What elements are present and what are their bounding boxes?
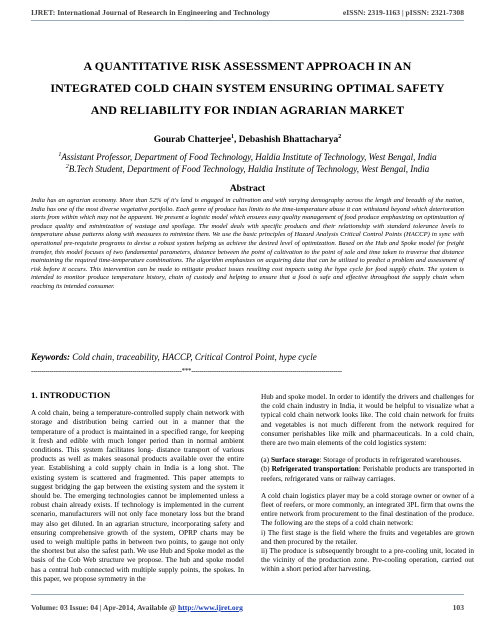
footer-link[interactable]: http://www.ijret.org xyxy=(178,603,243,612)
step-2: ii) The produce is subsequently brought to a pre-cooling unit, located in the vicinity of the production zone. Pre-cooling operation, carried out within a short period after harvesting, xyxy=(261,546,474,574)
paper-title xyxy=(28,55,467,121)
intro-paragraph-3: A cold chain logistics player may be a cold storage owner or owner of a fleet of reefers, or more commonly, an integrated 3PL firm that owns the entire network from procurement to the final destination of the produce. The following are the steps of a cold chain network: xyxy=(261,490,474,528)
footer-rule xyxy=(31,594,464,595)
left-column xyxy=(31,391,244,583)
author-separator: , xyxy=(234,135,239,146)
list-item-surface-storage xyxy=(261,455,474,464)
author-2: Debashish Bhattacharya xyxy=(238,135,339,146)
journal-issn: eISSN: 2319-1163 | pISSN: 2321-7308 xyxy=(342,8,464,17)
abstract-body: India has an agrarian economy. More than 52% of it's land is engaged in cultivation and with varying demography across the length and breadth of the nation, India has one of the most diverse vegetative portfolio. Each genre of produce has limits to the time-temperature abuse it can withstand beyond which deterioration starts from within which may not be apparent. We present a logistic model which ensures easy quality management of food produce emphasizing on optimization of produce quality and minimization of wastage and spoilage. The model deals with specific products and their relationship with standard tolerance levels to temperature abuse patterns along with measures to minimize them. We use the basic principles of Hazard Analysis Critical Control Points (HACCP) in sync with operational pre-requisite programs to devise a robust system helping us achieve the desired level of optimization. Based on the Hub and Spoke model for freight transfer, this model focuses of two fundamental parameters, distance between the point of cultivation to the point of sale and time taken to traverse that distance maintaining the required time-temperature combinations. The algorithm emphasizes on acquiring data that can be utilized to predict a problem and assessment of risk before it occurs. This intervention can be made to mitigate product issues resulting cost impacts using the hype cycle for food supply chain. The system is intended to monitor produce temperature history, chain of custody and helping to ensure that a food is safe and effective throughout the supply chain when reaching its intended consumer. xyxy=(31,197,464,290)
section-divider: -------------------------------------------------------------------------***------------------------------------------------------------------------- xyxy=(31,368,342,375)
section-heading-introduction: 1. INTRODUCTION xyxy=(31,390,111,400)
affiliation-1-text: Assistant Professor, Department of Food Technology, Haldia Institute of Technology, West Bengal, India xyxy=(61,152,437,162)
affiliation-2-text: B.Tech Student, Department of Food Technology, Haldia Institute of Technology, West Bengal, India xyxy=(68,164,430,174)
keywords-text: Cold chain, traceability, HACCP, Critical Control Point, hype cycle xyxy=(70,352,317,362)
affiliation-1-sup: 1 xyxy=(58,152,62,158)
title-line-3: AND RELIABILITY FOR INDIAN AGRARIAN MARKET xyxy=(90,103,405,117)
item-a-text: : Storage of products in refrigerated warehouses. xyxy=(319,455,462,465)
author-2-sup: 2 xyxy=(338,134,342,140)
keywords-label: Keywords: xyxy=(31,352,70,362)
page-footer xyxy=(31,603,464,612)
author-1: Gourab Chatterjee xyxy=(153,135,232,146)
item-b-text: : Perishable products are transported in reefers, refrigerated vans or railway carriages. xyxy=(261,464,474,483)
intro-paragraph-1: A cold chain, being a temperature-controlled supply chain network with storage and distribution being carried out in a manner that the temperature of a product is maintained in a specified range, for keeping it fresh and edible with much longer period than in normal ambient conditions. This system facilitates long- distance transport of various products as well as makes seasonal products available over the entire year. Establishing a cold supply chain in India is a long shot. The existing system is scattered and fragmented. This paper attempts to suggest bridging the gap between the existing system and the system it should be. The emerging technologies cannot be implemented unless a robust chain already exists. If technology is implemented in the current scenario, manufacturers will not only face monetary loss but the brand may also get diluted. In an agrarian structure, incorporating safety and ensuring comprehensive growth of the system, OPRP charts may be used to weigh multiple paths in between two points, to gauge not only the shortest but also the safest path. We use Hub and Spoke model as the basis of the Cob Web structure we propose. The hub and spoke model has a central hub connected with multiple supply points, the spokes. In this paper, we propose symmetry in the xyxy=(31,408,244,583)
journal-header xyxy=(31,8,464,17)
item-b-term: Refrigerated transportation xyxy=(271,464,359,474)
item-a-prefix: (a) xyxy=(261,455,271,465)
page-number: 103 xyxy=(452,603,464,612)
footer-volume-text: Volume: 03 Issue: 04 | Apr-2014, Available @ xyxy=(31,603,179,612)
item-b-prefix: (b) xyxy=(261,464,272,474)
author-1-sup: 1 xyxy=(231,134,235,140)
affiliation-1 xyxy=(0,152,495,162)
journal-name: IJRET: International Journal of Research in Engineering and Technology xyxy=(31,8,270,17)
title-line-2: INTEGRATED COLD CHAIN SYSTEM ENSURING OPTIMAL SAFETY xyxy=(50,81,445,95)
author-list xyxy=(0,134,495,145)
affiliation-2 xyxy=(0,164,495,174)
affiliation-2-sup: 2 xyxy=(65,164,69,170)
step-1: i) The first stage is the field where the fruits and vegetables are grown and then procured by the retailer. xyxy=(261,527,474,546)
list-item-refrigerated-transport xyxy=(261,464,474,482)
header-rule xyxy=(31,20,464,21)
intro-paragraph-2: Hub and spoke model. In order to identify the drivers and challenges for the cold chain industry in India, it would be helpful to visualize what a typical cold chain network looks like. The cold chain network for fruits and vegetables is not much different from the network required for consumer perishables like milk and pharmaceuticals. In a cold chain, there are two main elements of the cold logistics system: xyxy=(261,392,474,448)
footer-volume xyxy=(31,603,243,612)
abstract-heading: Abstract xyxy=(229,184,266,194)
right-column xyxy=(261,392,474,574)
item-a-term: Surface storage xyxy=(270,455,320,465)
keywords xyxy=(31,352,464,362)
title-line-1: A QUANTITATIVE RISK ASSESSMENT APPROACH IN AN xyxy=(83,59,412,73)
